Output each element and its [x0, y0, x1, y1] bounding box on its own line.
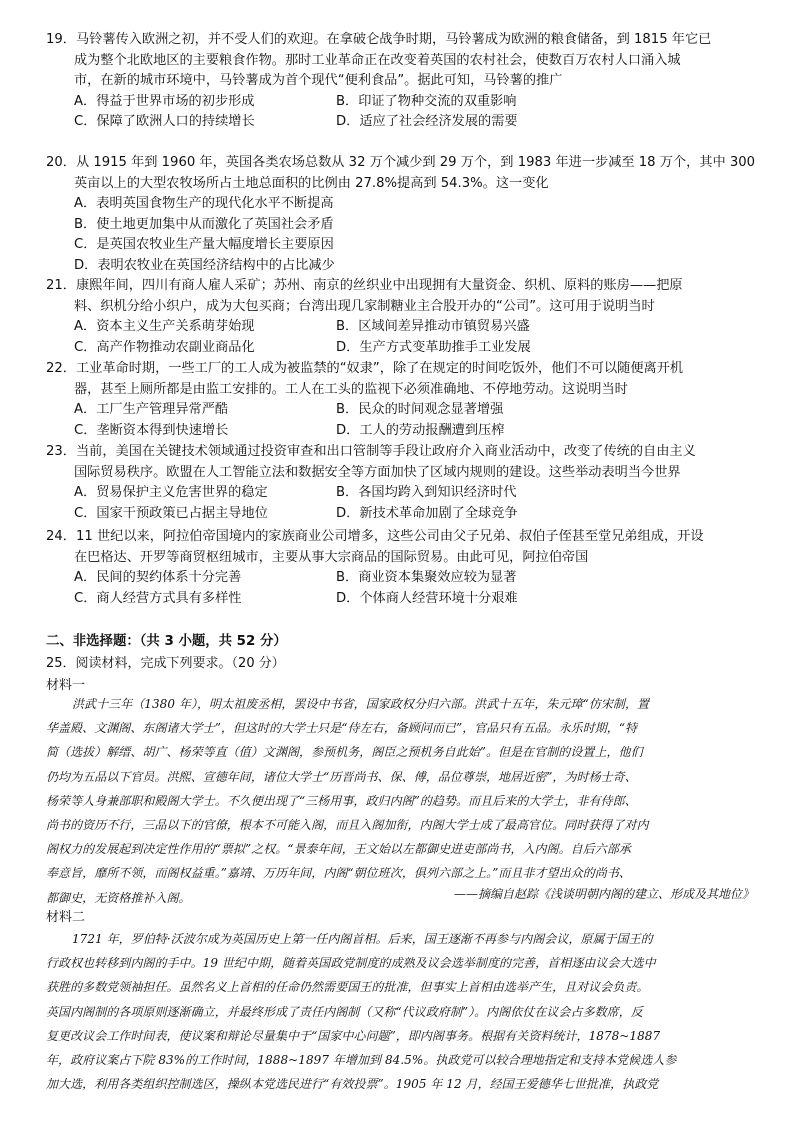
material-2-line: 年，政府议案占下院 83%的工作时间，1888~1897 年增加到 84.5%。执政党可以较合理地指定和支持本党候选人参 [46, 1053, 677, 1068]
question-21-stem-line: 21．康熙年间，四川有商人雇人采矿；苏州、南京的丝织业中出现拥有大量资金、织机、原料的账房——把原 [46, 278, 683, 293]
option-d[interactable]: D．工人的劳动报酬遭到压榨 [336, 422, 505, 438]
option-c[interactable]: C．垄断资本得到快速增长 [74, 422, 229, 438]
material-1-label: 材料一 [46, 678, 86, 693]
option-d[interactable]: D．表明农牧业在英国经济结构中的占比减少 [74, 257, 335, 273]
question-19-stem-line: 19．马铃薯传入欧洲之初，并不受人们的欢迎。在拿破仑战争时期，马铃薯成为欧洲的粮食储备，到 1815 年它已 [46, 32, 712, 47]
material-1-line: 都御史，无资格推补入阁。 [46, 890, 191, 905]
question-19 [46, 30, 754, 133]
question-20-options [46, 194, 754, 276]
option-c[interactable]: C．国家干预政策已占据主导地位 [74, 505, 268, 521]
option-b[interactable]: B．民众的时间观念显著增强 [336, 402, 504, 417]
material-2-line: 1721 年，罗伯特·沃波尔成为英国历史上第一任内阁首相。后来，国王逐渐不再参与内阁会议，原属于国王的 [72, 932, 653, 946]
option-c[interactable]: C．高产作物推动农副业商品化 [74, 339, 255, 355]
option-d[interactable]: D．适应了社会经济发展的需要 [336, 114, 518, 129]
material-1-source: ——摘编自赵踪《浅谈明朝内阁的建立、形成及其地位》 [453, 887, 754, 901]
option-b[interactable]: B．使土地更加集中从而激化了英国社会矛盾 [74, 216, 334, 232]
option-b[interactable]: B．各国均跨入到知识经济时代 [336, 485, 517, 500]
question-23-options [46, 483, 754, 524]
material-1-line: 尚书的资历不行，三品以下的官僚，根本不可能入阁，而且入阁加衔，内阁大学士成了最高官位。同时获得了对内 [46, 818, 649, 833]
question-20-stem-line: 20．从 1915 年到 1960 年，英国各类农场总数从 32 万个减少到 29 万个，到 1983 年进一步减至 18 万个，其中 300 [46, 155, 756, 170]
material-2-text [46, 927, 754, 1096]
option-a[interactable]: A．得益于世界市场的初步形成 [74, 93, 255, 109]
question-22-stem-line: 器，甚至上厕所都是由监工安排的。工人在工头的监视下必须准确地、不停地劳动。这说明当时 [74, 381, 628, 397]
question-21-options [46, 317, 754, 358]
option-a[interactable]: A．贸易保护主义危害世界的稳定 [74, 485, 268, 500]
option-b[interactable]: B．印证了物种交流的双重影响 [336, 93, 517, 109]
option-c[interactable]: C．是英国农牧业生产量大幅度增长主要原因 [74, 237, 334, 252]
option-a[interactable]: A．民间的契约体系十分完善 [74, 570, 242, 585]
material-2-line: 英国内阁制的各项原则逐渐确立，并最终形成了责任内阁制（又称“代议政府制”）。内阁依仗在议会占多数席，反 [46, 1004, 643, 1019]
material-1-line: 阁权力的发展起到决定性作用的“票拟”之权。“景泰年间，王文始以左都御史进吏部尚书，入内阁。自后六部承 [46, 842, 631, 857]
question-19-stem-line: 成为整个北欧地区的主要粮食作物。那时工业革命正在改变着英国的农村社会，使数百万农村人口涌入城 [74, 52, 681, 68]
option-b[interactable]: B．区域间差异推动市镇贸易兴盛 [336, 319, 530, 334]
question-22 [46, 359, 754, 441]
option-a[interactable]: A．工厂生产管理异常严酷 [74, 402, 229, 417]
question-24-stem-line: 24．11 世纪以来，阿拉伯帝国境内的家族商业公司增多，这些公司由父子兄弟、叔伯子侄甚至堂兄弟组成，开设 [46, 529, 704, 544]
option-a[interactable]: A．资本主义生产关系萌芽始现 [74, 319, 255, 334]
option-a[interactable]: A．表明英国食物生产的现代化水平不断提高 [74, 196, 334, 211]
question-21-stem-line: 料、织机分给小织户，成为大包买商；台湾出现几家制糖业主合股开办的“公司”。这可用于说明当时 [74, 298, 655, 314]
material-1-line: 简（选拔）解缙、胡广、杨荣等直（值）文渊阁，参预机务，阁臣之预机务自此始”。但是在官制的设置上，他们 [46, 745, 643, 760]
material-2-line: 加大选，利用各类组织控制选区，操纵本党选民进行“有效投票”。1905 年 12 月，经国王爱德华七世批准，执政党 [46, 1077, 659, 1092]
option-d[interactable]: D．生产方式变革助推手工业发展 [336, 339, 531, 355]
material-2-line: 行政权也转移到内阁的手中。19 世纪中期，随着英国政党制度的成熟及议会选举制度的完善，首相逐由议会大选中 [46, 956, 656, 971]
material-1-line: 杨荣等人身兼部职和殿阁大学士。不久便出现了“三杨用事，政归内阁”的趋势。而且后来的大学士，非有侍郎、 [46, 793, 637, 808]
option-d[interactable]: D．新技术革命加剧了全球竞争 [336, 505, 518, 521]
question-24 [46, 527, 754, 609]
material-2-label: 材料二 [46, 910, 86, 925]
question-25-prompt: 25．阅读材料，完成下列要求。（20 分） [46, 656, 285, 671]
question-20 [46, 153, 754, 276]
option-b[interactable]: B．商业资本集聚效应较为显著 [336, 570, 517, 585]
question-22-stem-line: 22．工业革命时期，一些工厂的工人成为被监禁的“奴隶”，除了在规定的时间吃饭外，他们不可以随便离开机 [46, 361, 684, 376]
question-24-stem-line: 在巴格达、开罗等商贸枢纽城市，主要从事大宗商品的国际贸易。由此可见，阿拉伯帝国 [74, 549, 589, 565]
question-21 [46, 276, 754, 358]
question-23-stem-line: 国际贸易秩序。欧盟在人工智能立法和数据安全等方面加快了区域内规则的建设。这些举动表明当今世界 [74, 464, 681, 480]
material-1-line: 仍均为五品以下官员。洪熙、宣德年间，诸位大学士“历晋尚书、保、傅，品位尊崇，地居近密”，为时杨士奇、 [46, 769, 637, 784]
question-22-options [46, 400, 754, 441]
material-1-line: 洪武十三年（1380 年），明太祖废丞相，罢设中书省，国家政权分归六部。洪武十五年，朱元璋“仿宋制，置 [72, 697, 650, 711]
question-24-options [46, 568, 754, 609]
question-20-stem-line: 英亩以上的大型农牧场所占土地总面积的比例由 27.8%提高到 54.3%。这一变化 [74, 175, 549, 191]
material-1-line: 华盖殿、文渊阁、东阁诸大学士”，但这时的大学士只是“侍左右，备顾问而已”，官品只有五品。永乐时期，“特 [46, 721, 638, 736]
question-19-options [46, 92, 754, 133]
material-1-line: 奉意旨，靡所不领，而阁权益重。”嘉靖、万历年间，内阁“朝位班次，俱列六部之上。”而且非才望出众的尚书、 [46, 866, 631, 881]
option-c[interactable]: C．商人经营方式具有多样性 [74, 590, 242, 606]
question-23 [46, 442, 754, 524]
option-c[interactable]: C．保障了欧洲人口的持续增长 [74, 114, 255, 129]
material-1-text [46, 692, 754, 910]
question-19-stem-line: 市，在新的城市环境中，马铃薯成为首个现代“便利食品”。据此可知，马铃薯的推广 [74, 73, 563, 88]
section-title: 二、非选择题：（共 3 小题，共 52 分） [46, 634, 287, 649]
material-2-line: 复更改议会工作时间表，使议案和辩论尽量集中于“国家中心问题”，即内阁事务。根据有关资料统计，1878~1887 [46, 1028, 661, 1043]
question-23-stem-line: 23．当前，美国在关键技术领域通过投资审查和出口管制等手段让政府介入商业活动中，改变了传统的自由主义 [46, 444, 696, 459]
material-2-line: 获胜的多数党领袖担任。虽然名义上首相的任命仍然需要国王的批准，但事实上首相由选举产生，且对议会负责。 [46, 980, 649, 995]
option-d[interactable]: D．个体商人经营环境十分艰难 [336, 590, 518, 606]
